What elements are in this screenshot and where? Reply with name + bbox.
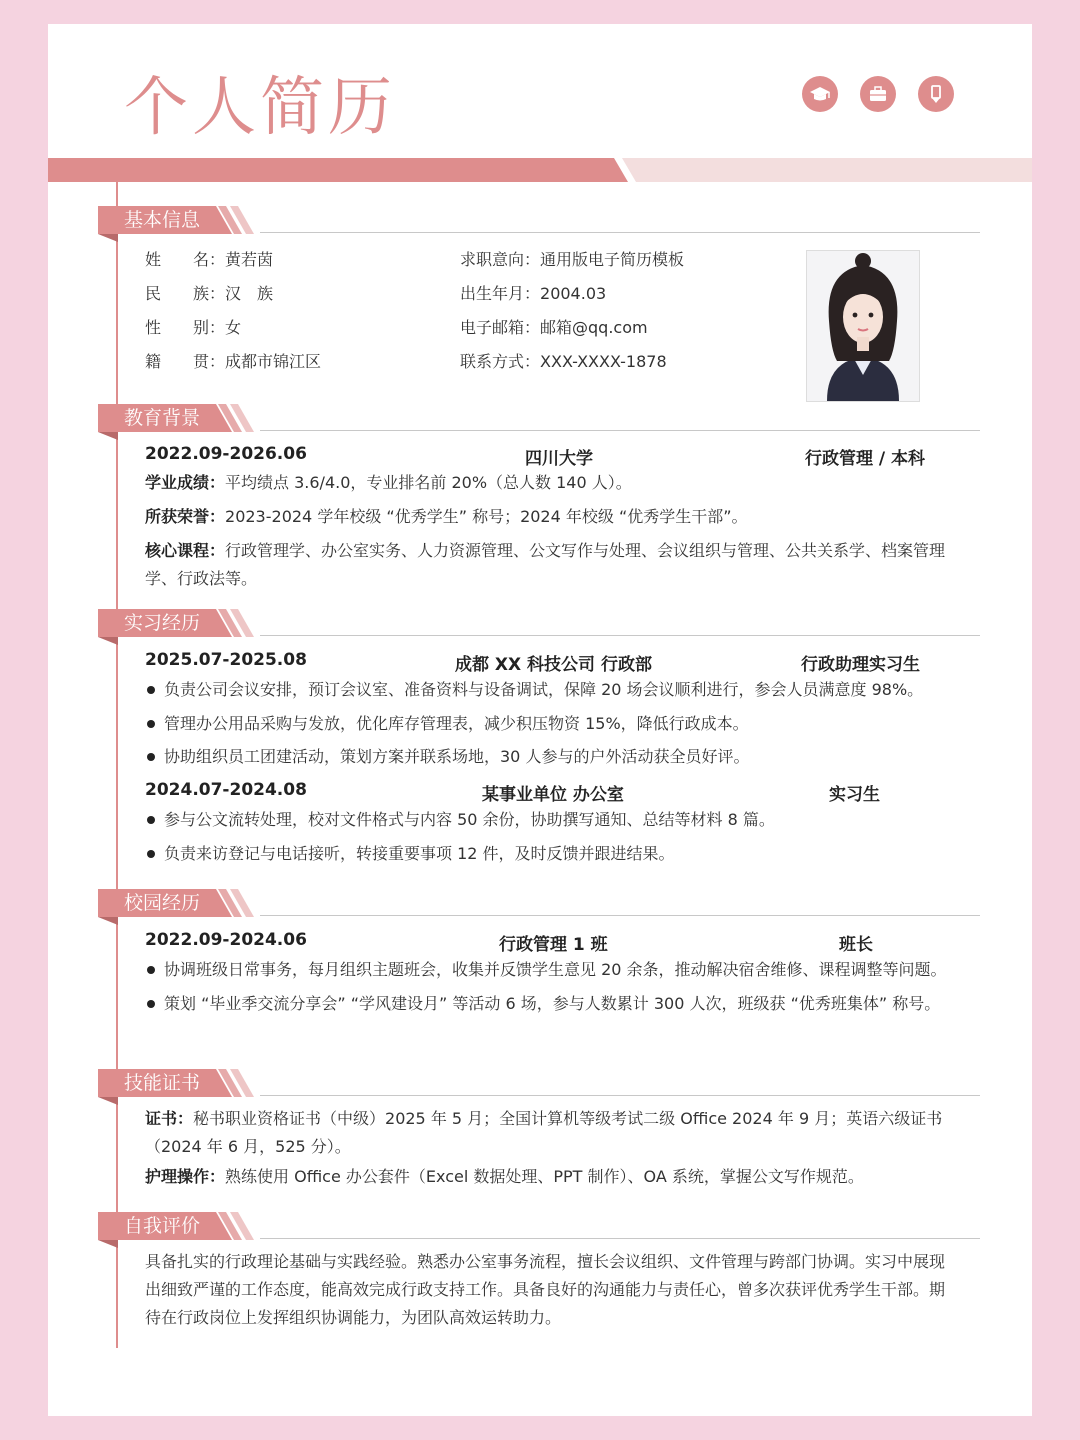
intent-row: 求职意向：通用版电子简历模板: [460, 250, 685, 269]
internship-row-2: 2024.07-2024.08 某事业单位 办公室 实习生: [145, 780, 880, 805]
education-gpa: 学业成绩：平均绩点 3.6/4.0，专业排名前 20%（总人数 140 人）。: [145, 473, 632, 492]
list-item: 负责公司会议安排，预订会议室、准备资料与设备调试，保障 20 场会议顺利进行，参会人员满意度 98%。: [145, 676, 984, 704]
list-item: 协调班级日常事务，每月组织主题班会，收集并反馈学生意见 20 余条，推动解决宿舍维修、课程调整等问题。: [145, 956, 984, 984]
section-header-skills: [98, 1069, 980, 1109]
graduation-cap-icon: [802, 76, 838, 112]
pen-icon: [918, 76, 954, 112]
header-banner: [48, 158, 1032, 182]
timeline-line: [116, 182, 118, 1348]
list-item: 协助组织员工团建活动，策划方案并联系场地，30 人参与的户外活动获全员好评。: [145, 743, 984, 771]
education-school: 四川大学: [525, 449, 593, 469]
section-header-basic: [98, 206, 980, 246]
section-title: 自我评价: [124, 1215, 201, 1237]
name-row: 姓 名：黄若茵: [145, 250, 274, 269]
page-title: 个人简历: [124, 71, 396, 145]
briefcase-icon: [860, 76, 896, 112]
resume-page: [48, 24, 1032, 1416]
section-header-campus: [98, 889, 980, 929]
section-title: 实习经历: [124, 612, 201, 634]
ethnicity-row: 民 族：汉 族: [145, 284, 274, 303]
section-header-self: [98, 1212, 980, 1252]
campus-row: 2022.09-2024.06 行政管理 1 班 班长: [145, 930, 873, 955]
list-item: 管理办公用品采购与发放，优化库存管理表，减少积压物资 15%，降低行政成本。: [145, 710, 984, 738]
name-value: 黄若茵: [225, 250, 274, 269]
list-item: 负责来访登记与电话接听，转接重要事项 12 件，及时反馈并跟进结果。: [145, 840, 984, 868]
section-header-internship: [98, 609, 980, 649]
email-row: 电子邮箱：邮箱@qq.com: [460, 318, 648, 337]
hometown-row: 籍 贯：成都市锦江区: [145, 352, 322, 371]
education-major: 行政管理 / 本科: [805, 449, 926, 469]
skills-ops: 护理操作：熟练使用 Office 办公套件（Excel 数据处理、PPT 制作）、OA 系统，掌握公文写作规范。: [145, 1167, 864, 1186]
header-icons: [802, 76, 954, 112]
education-courses: 核心课程：行政管理学、办公室实务、人力资源管理、公文写作与处理、会议组织与管理、公共关系学、档案管理学、行政法等。: [145, 541, 946, 588]
education-period: 2022.09-2026.06: [145, 444, 307, 464]
internship-row-1: 2025.07-2025.08 成都 XX 科技公司 行政部 行政助理实习生: [145, 650, 920, 675]
section-title: 基本信息: [124, 209, 201, 231]
education-honors: 所获荣誉：2023-2024 学年校级 “优秀学生” 称号；2024 年校级 “优秀学生干部”。: [145, 507, 748, 526]
profile-photo: [806, 250, 920, 402]
birth-row: 出生年月：2004.03: [460, 284, 607, 303]
education-row: [145, 444, 945, 469]
section-header-education: [98, 404, 980, 444]
section-title: 校园经历: [124, 892, 201, 914]
self-evaluation: 具备扎实的行政理论基础与实践经验。熟悉办公室事务流程，擅长会议组织、文件管理与跨部门协调。实习中展现出细致严谨的工作态度，能高效完成行政支持工作。具备良好的沟通能力与责任心，曾多次获评优秀学生干部。期待在行政岗位上发挥组织协调能力，为团队高效运转助力。: [145, 1252, 946, 1327]
gender-row: 性 别：女: [145, 318, 242, 337]
skills-cert: 证书：秘书职业资格证书（中级）2025 年 5 月；全国计算机等级考试二级 Office 2024 年 9 月；英语六级证书（2024 年 6 月，525 分）。: [145, 1109, 943, 1156]
section-title: 技能证书: [124, 1072, 201, 1094]
phone-row: 联系方式：XXX-XXXX-1878: [460, 352, 667, 371]
section-title: 教育背景: [124, 407, 201, 429]
list-item: 参与公文流转处理，校对文件格式与内容 50 余份，协助撰写通知、总结等材料 8 篇。: [145, 806, 984, 834]
list-item: 策划 “毕业季交流分享会” “学风建设月” 等活动 6 场，参与人数累计 300 人次，班级获 “优秀班集体” 称号。: [145, 990, 984, 1018]
